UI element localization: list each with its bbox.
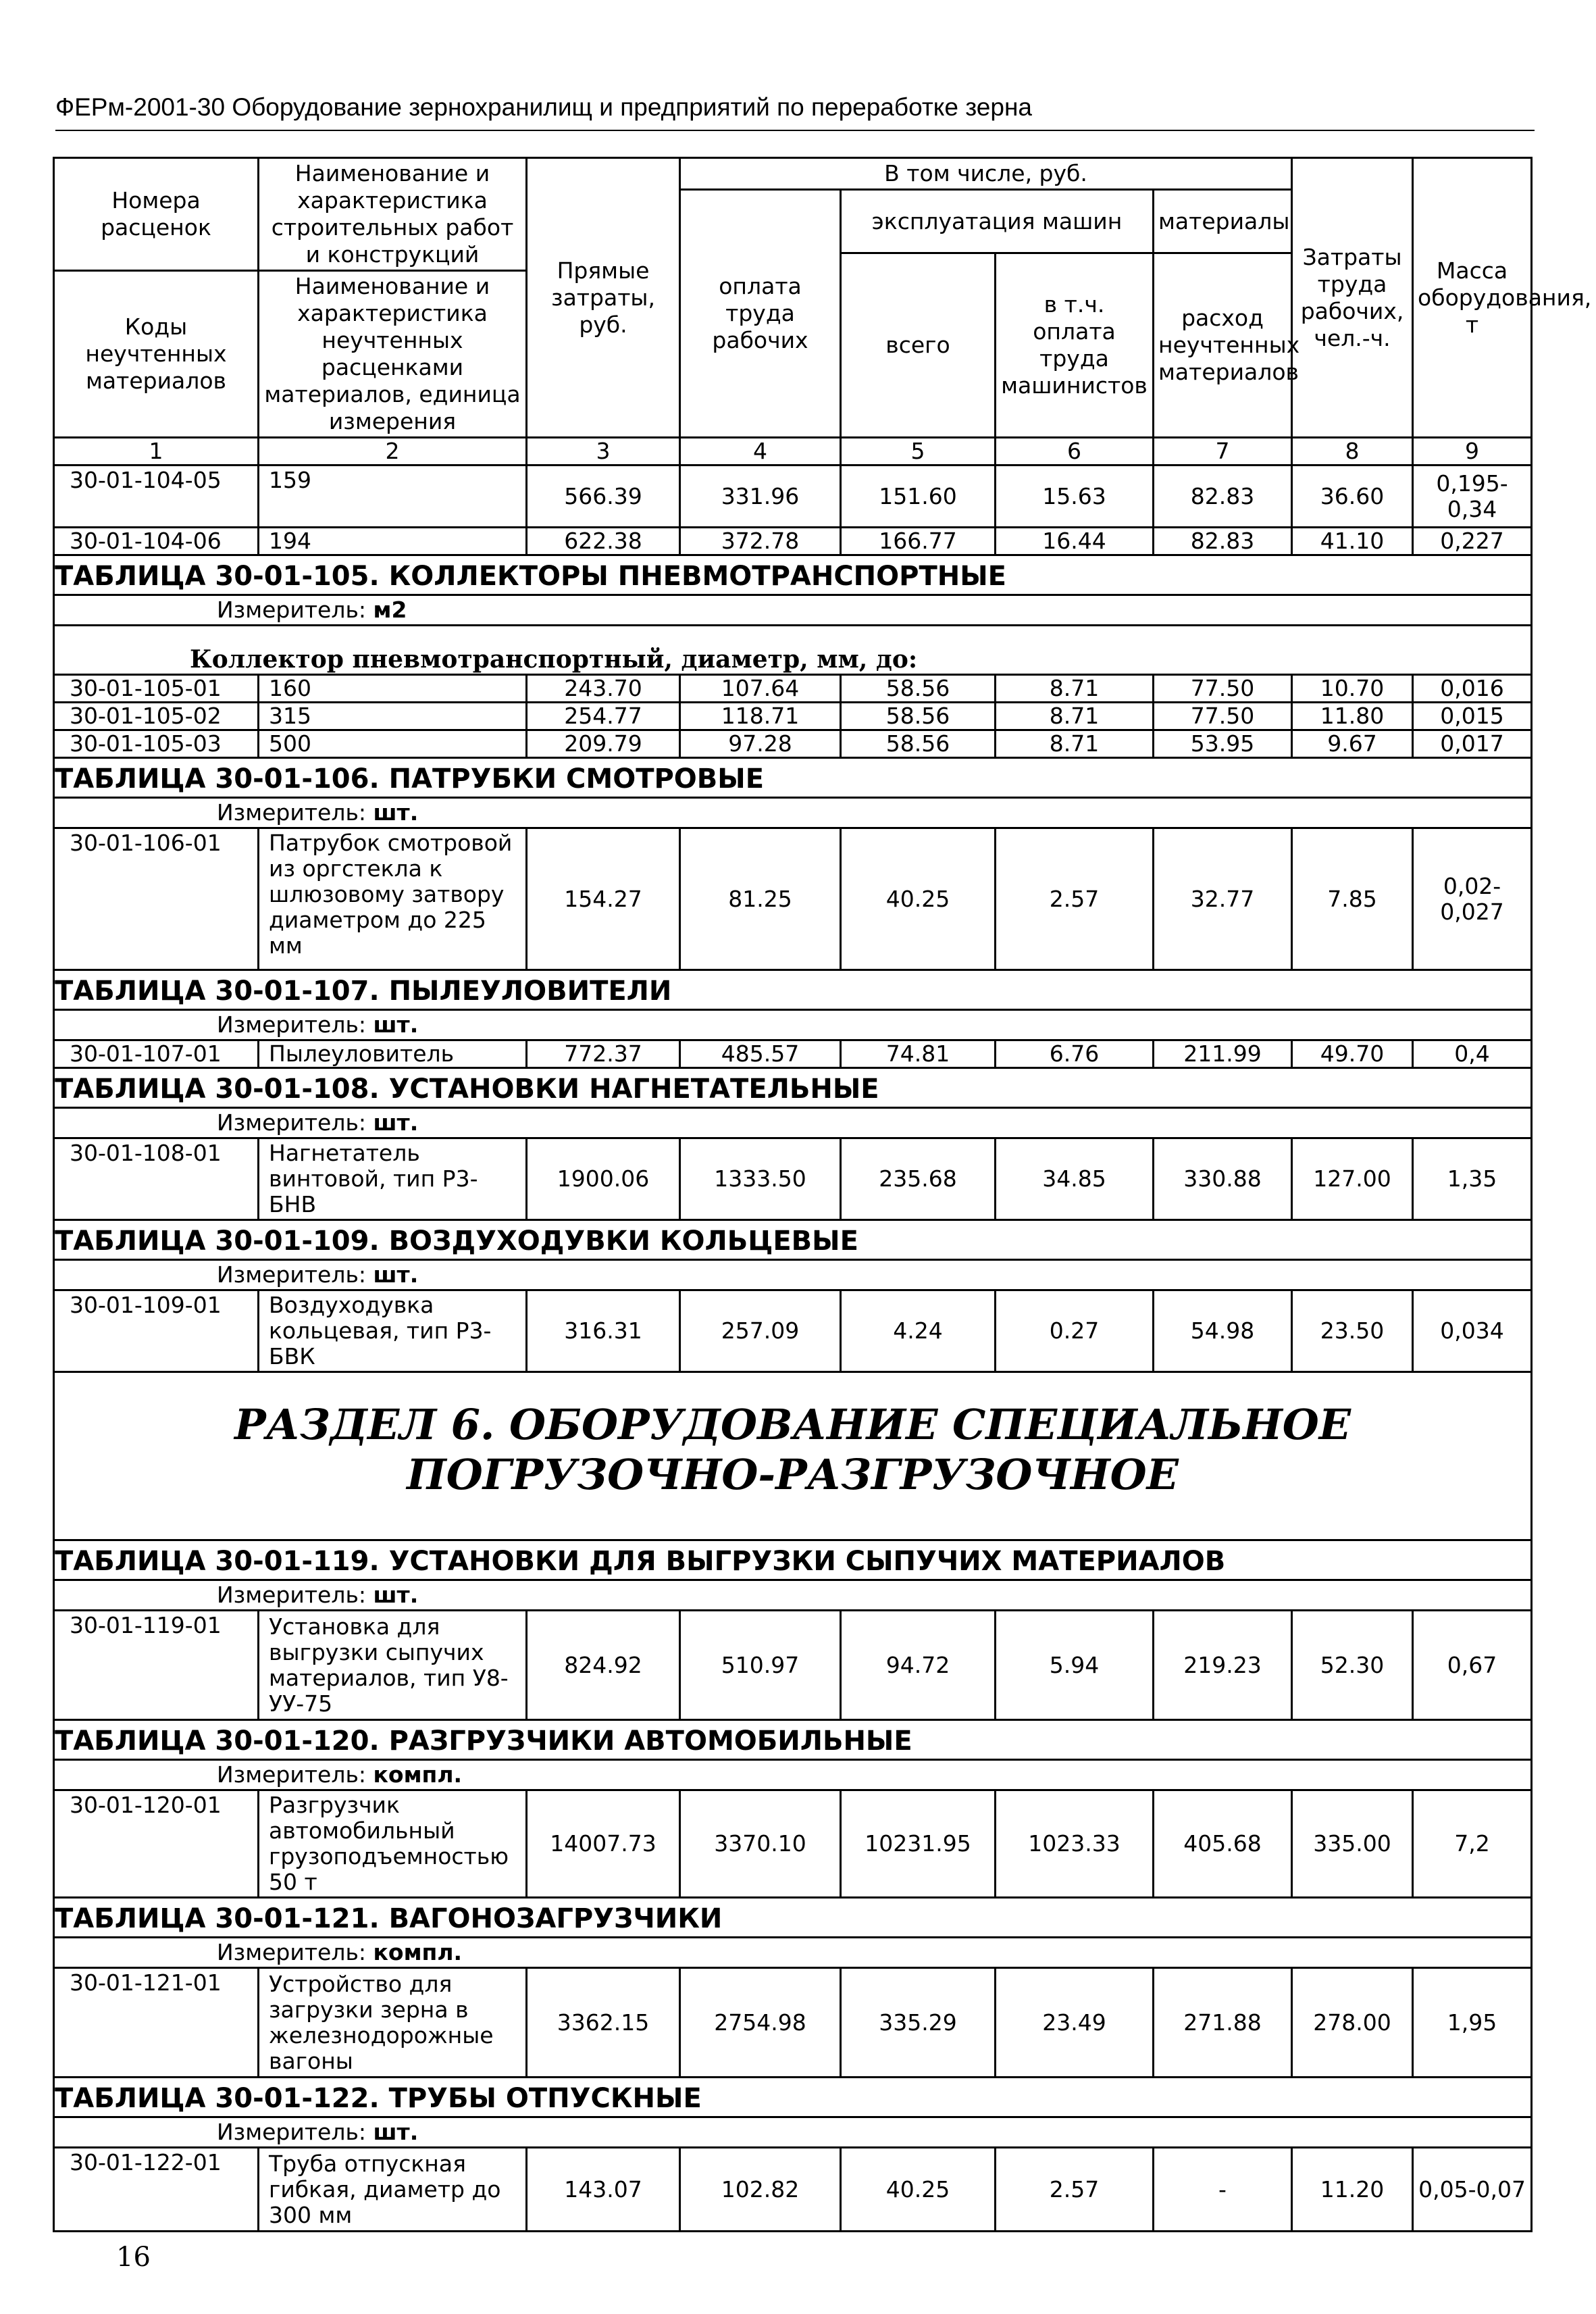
rate-code: 30-01-106-01	[54, 828, 259, 970]
machines-total: 166.77	[841, 528, 996, 555]
equipment-mass: 0,034	[1413, 1290, 1532, 1372]
header-including: В том числе, руб.	[680, 158, 1292, 190]
equipment-mass: 7,2	[1413, 1790, 1532, 1898]
direct-costs: 14007.73	[527, 1790, 680, 1898]
worker-pay: 372.78	[680, 528, 841, 555]
rate-name: 315	[259, 703, 527, 730]
rate-name: Воздуходувка кольцевая, тип Р3-БВК	[259, 1290, 527, 1372]
materials: 82.83	[1154, 466, 1292, 528]
unit-line: Измеритель: м2	[54, 595, 1532, 626]
unit-line: Измеритель: шт.	[54, 1108, 1532, 1138]
header-materials: материалы	[1154, 190, 1292, 253]
col-number: 4	[680, 438, 841, 466]
operator-pay: 15.63	[996, 466, 1154, 528]
rate-code: 30-01-119-01	[54, 1611, 259, 1720]
materials: 330.88	[1154, 1138, 1292, 1220]
materials: 77.50	[1154, 675, 1292, 703]
worker-pay: 2754.98	[680, 1968, 841, 2078]
equipment-mass: 0,05-0,07	[1413, 2148, 1532, 2232]
unit-line: Измеритель: шт.	[54, 1010, 1532, 1040]
equipment-mass: 0,227	[1413, 528, 1532, 555]
rate-name: Труба отпускная гибкая, диаметр до 300 мм	[259, 2148, 527, 2232]
machines-total: 4.24	[841, 1290, 996, 1372]
rate-code: 30-01-104-05	[54, 466, 259, 528]
labor-hours: 11.80	[1292, 703, 1413, 730]
materials: 219.23	[1154, 1611, 1292, 1720]
equipment-mass: 1,35	[1413, 1138, 1532, 1220]
direct-costs: 154.27	[527, 828, 680, 970]
worker-pay: 97.28	[680, 730, 841, 758]
table-row	[54, 1611, 1532, 1720]
direct-costs: 316.31	[527, 1290, 680, 1372]
equipment-mass: 0,016	[1413, 675, 1532, 703]
labor-hours: 335.00	[1292, 1790, 1413, 1898]
unit-line: Измеритель: шт.	[54, 798, 1532, 828]
labor-hours: 10.70	[1292, 675, 1413, 703]
worker-pay: 1333.50	[680, 1138, 841, 1220]
operator-pay: 6.76	[996, 1040, 1154, 1068]
machines-total: 235.68	[841, 1138, 996, 1220]
operator-pay: 5.94	[996, 1611, 1154, 1720]
rate-name: 194	[259, 528, 527, 555]
col-number: 1	[54, 438, 259, 466]
header-rate-numbers: Номера расценок	[54, 158, 259, 271]
direct-costs: 243.70	[527, 675, 680, 703]
unit-line: Измеритель: шт.	[54, 1580, 1532, 1611]
table-title: ТАБЛИЦА 30-01-106. ПАТРУБКИ СМОТРОВЫЕ	[54, 758, 1532, 798]
labor-hours: 11.20	[1292, 2148, 1413, 2232]
header-machines-total: всего	[841, 253, 996, 438]
worker-pay: 107.64	[680, 675, 841, 703]
rate-code: 30-01-121-01	[54, 1968, 259, 2078]
equipment-mass: 0,02-0,027	[1413, 828, 1532, 970]
operator-pay: 23.49	[996, 1968, 1154, 2078]
direct-costs: 1900.06	[527, 1138, 680, 1220]
equipment-mass: 0,015	[1413, 703, 1532, 730]
rates-document	[53, 157, 1592, 2232]
rate-name: Пылеуловитель	[259, 1040, 527, 1068]
operator-pay: 8.71	[996, 730, 1154, 758]
labor-hours: 9.67	[1292, 730, 1413, 758]
operator-pay: 1023.33	[996, 1790, 1154, 1898]
group-caption: Коллектор пневмотранспортный, диаметр, мм, до:	[54, 626, 1532, 675]
header-material-name: Наименование и характеристика неучтенных расценками материалов, единица измерения	[259, 271, 527, 438]
rate-name: Устройство для загрузки зерна в железнодорожные вагоны	[259, 1968, 527, 2078]
equipment-mass: 0,67	[1413, 1611, 1532, 1720]
direct-costs: 3362.15	[527, 1968, 680, 2078]
worker-pay: 257.09	[680, 1290, 841, 1372]
worker-pay: 510.97	[680, 1611, 841, 1720]
worker-pay: 485.57	[680, 1040, 841, 1068]
operator-pay: 16.44	[996, 528, 1154, 555]
machines-total: 151.60	[841, 466, 996, 528]
rate-name: 159	[259, 466, 527, 528]
materials: -	[1154, 2148, 1292, 2232]
table-row	[54, 1290, 1532, 1372]
table-row	[54, 1968, 1532, 2078]
labor-hours: 127.00	[1292, 1138, 1413, 1220]
rate-code: 30-01-120-01	[54, 1790, 259, 1898]
materials: 271.88	[1154, 1968, 1292, 2078]
header-equipment-mass: Масса оборудования, т	[1413, 158, 1532, 438]
table-title: ТАБЛИЦА 30-01-119. УСТАНОВКИ ДЛЯ ВЫГРУЗКИ СЫПУЧИХ МАТЕРИАЛОВ	[54, 1540, 1532, 1580]
machines-total: 58.56	[841, 730, 996, 758]
col-number: 6	[996, 438, 1154, 466]
table-row	[54, 703, 1532, 730]
rate-name: 160	[259, 675, 527, 703]
machines-total: 94.72	[841, 1611, 996, 1720]
direct-costs: 622.38	[527, 528, 680, 555]
labor-hours: 7.85	[1292, 828, 1413, 970]
equipment-mass: 1,95	[1413, 1968, 1532, 2078]
rate-code: 30-01-107-01	[54, 1040, 259, 1068]
col-number: 3	[527, 438, 680, 466]
header-direct-costs: Прямые затраты, руб.	[527, 158, 680, 438]
table-row	[54, 1790, 1532, 1898]
rate-name: Разгрузчик автомобильный грузоподъемностью 50 т	[259, 1790, 527, 1898]
materials: 32.77	[1154, 828, 1292, 970]
rate-code: 30-01-122-01	[54, 2148, 259, 2232]
col-number: 9	[1413, 438, 1532, 466]
worker-pay: 81.25	[680, 828, 841, 970]
machines-total: 74.81	[841, 1040, 996, 1068]
materials: 77.50	[1154, 703, 1292, 730]
equipment-mass: 0,195-0,34	[1413, 466, 1532, 528]
operator-pay: 34.85	[996, 1138, 1154, 1220]
unit-line: Измеритель: шт.	[54, 2117, 1532, 2148]
materials: 53.95	[1154, 730, 1292, 758]
worker-pay: 3370.10	[680, 1790, 841, 1898]
table-row	[54, 730, 1532, 758]
rate-name: 500	[259, 730, 527, 758]
worker-pay: 102.82	[680, 2148, 841, 2232]
unit-line: Измеритель: компл.	[54, 1760, 1532, 1790]
table-row	[54, 1040, 1532, 1068]
header-work-name: Наименование и характеристика строительных работ и конструкций	[259, 158, 527, 271]
table-title: ТАБЛИЦА 30-01-120. РАЗГРУЗЧИКИ АВТОМОБИЛЬНЫЕ	[54, 1720, 1532, 1760]
machines-total: 58.56	[841, 675, 996, 703]
rates-table	[53, 157, 1592, 2232]
worker-pay: 118.71	[680, 703, 841, 730]
col-number: 7	[1154, 438, 1292, 466]
table-row	[54, 675, 1532, 703]
rate-code: 30-01-109-01	[54, 1290, 259, 1372]
unit-line: Измеритель: шт.	[54, 1260, 1532, 1290]
table-row	[54, 2148, 1532, 2232]
rate-code: 30-01-104-06	[54, 528, 259, 555]
direct-costs: 566.39	[527, 466, 680, 528]
materials: 54.98	[1154, 1290, 1292, 1372]
header-labor-hours: Затраты труда рабочих, чел.-ч.	[1292, 158, 1413, 438]
col-number: 5	[841, 438, 996, 466]
section-title: РАЗДЕЛ 6. ОБОРУДОВАНИЕ СПЕЦИАЛЬНОЕ ПОГРУЗОЧНО-РАЗГРУЗОЧНОЕ	[54, 1372, 1532, 1540]
rate-name: Нагнетатель винтовой, тип Р3-БНВ	[259, 1138, 527, 1220]
page-number: 16	[116, 2242, 151, 2273]
rate-name: Установка для выгрузки сыпучих материалов, тип У8-УУ-75	[259, 1611, 527, 1720]
header-worker-pay: оплата труда рабочих	[680, 190, 841, 438]
labor-hours: 49.70	[1292, 1040, 1413, 1068]
table-title: ТАБЛИЦА 30-01-121. ВАГОНОЗАГРУЗЧИКИ	[54, 1898, 1532, 1938]
table-row	[54, 1138, 1532, 1220]
labor-hours: 23.50	[1292, 1290, 1413, 1372]
table-title: ТАБЛИЦА 30-01-107. ПЫЛЕУЛОВИТЕЛИ	[54, 970, 1532, 1010]
unit-line: Измеритель: компл.	[54, 1938, 1532, 1968]
table-row	[54, 528, 1532, 555]
rate-code: 30-01-105-03	[54, 730, 259, 758]
materials: 405.68	[1154, 1790, 1292, 1898]
operator-pay: 8.71	[996, 675, 1154, 703]
table-title: ТАБЛИЦА 30-01-108. УСТАНОВКИ НАГНЕТАТЕЛЬНЫЕ	[54, 1068, 1532, 1108]
rate-code: 30-01-105-01	[54, 675, 259, 703]
operator-pay: 0.27	[996, 1290, 1154, 1372]
header-operator-pay: в т.ч. оплата труда машинистов	[996, 253, 1154, 438]
direct-costs: 143.07	[527, 2148, 680, 2232]
machines-total: 335.29	[841, 1968, 996, 2078]
rate-code: 30-01-105-02	[54, 703, 259, 730]
direct-costs: 824.92	[527, 1611, 680, 1720]
labor-hours: 278.00	[1292, 1968, 1413, 2078]
direct-costs: 209.79	[527, 730, 680, 758]
header-material-use: расход неучтенных материалов	[1154, 253, 1292, 438]
rate-code: 30-01-108-01	[54, 1138, 259, 1220]
worker-pay: 331.96	[680, 466, 841, 528]
header-material-codes: Коды неучтенных материалов	[54, 271, 259, 438]
table-title: ТАБЛИЦА 30-01-109. ВОЗДУХОДУВКИ КОЛЬЦЕВЫЕ	[54, 1220, 1532, 1260]
materials: 211.99	[1154, 1040, 1292, 1068]
rate-name: Патрубок смотровой из оргстекла к шлюзовому затвору диаметром до 225 мм	[259, 828, 527, 970]
machines-total: 58.56	[841, 703, 996, 730]
labor-hours: 52.30	[1292, 1611, 1413, 1720]
materials: 82.83	[1154, 528, 1292, 555]
table-title: ТАБЛИЦА 30-01-122. ТРУБЫ ОТПУСКНЫЕ	[54, 2078, 1532, 2117]
machines-total: 40.25	[841, 2148, 996, 2232]
col-number: 2	[259, 438, 527, 466]
page-header: ФЕРм-2001-30 Оборудование зернохранилищ и предприятий по переработке зерна	[55, 93, 1535, 131]
table-row	[54, 828, 1532, 970]
labor-hours: 41.10	[1292, 528, 1413, 555]
labor-hours: 36.60	[1292, 466, 1413, 528]
col-number: 8	[1292, 438, 1413, 466]
table-title: ТАБЛИЦА 30-01-105. КОЛЛЕКТОРЫ ПНЕВМОТРАНСПОРТНЫЕ	[54, 555, 1532, 595]
operator-pay: 2.57	[996, 2148, 1154, 2232]
table-row	[54, 466, 1532, 528]
direct-costs: 254.77	[527, 703, 680, 730]
equipment-mass: 0,017	[1413, 730, 1532, 758]
operator-pay: 8.71	[996, 703, 1154, 730]
header-machine-operation: эксплуатация машин	[841, 190, 1154, 253]
operator-pay: 2.57	[996, 828, 1154, 970]
direct-costs: 772.37	[527, 1040, 680, 1068]
machines-total: 40.25	[841, 828, 996, 970]
equipment-mass: 0,4	[1413, 1040, 1532, 1068]
machines-total: 10231.95	[841, 1790, 996, 1898]
